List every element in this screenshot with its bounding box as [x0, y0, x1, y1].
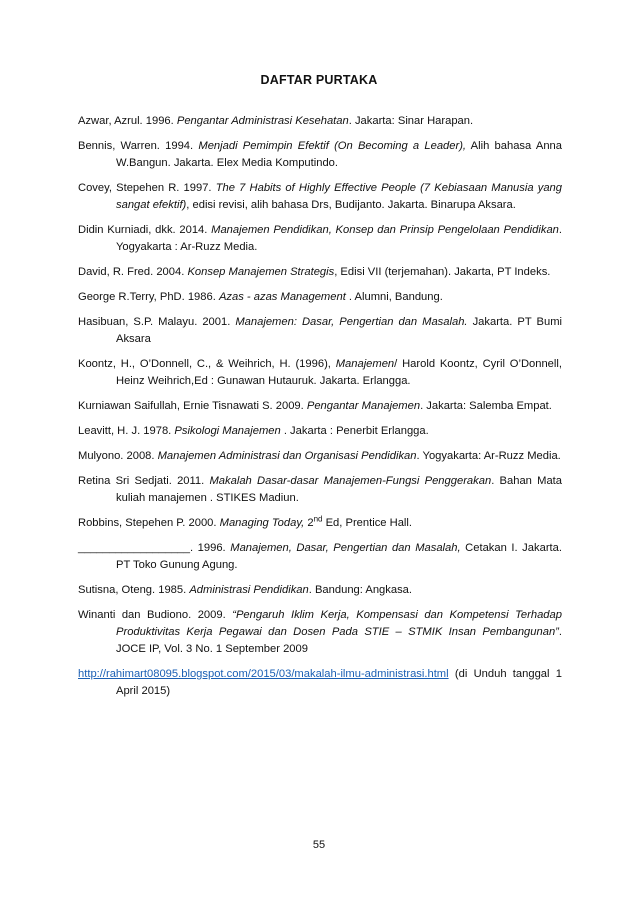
reference-text: 2 — [304, 517, 314, 529]
reference-item — [78, 515, 562, 532]
reference-title: Managing Today, — [219, 517, 305, 529]
reference-text: Robbins, Stepehen P. 2000. — [78, 517, 220, 529]
reference-item — [78, 473, 562, 507]
reference-text: Leavitt, H. J. 1978. — [78, 425, 175, 437]
reference-item — [78, 448, 562, 465]
reference-text: Azwar, Azrul. 1996. — [78, 115, 177, 127]
reference-item — [78, 113, 562, 130]
reference-title: Manajemen: Dasar, Pengertian dan Masalah. — [235, 316, 468, 328]
reference-text: Koontz, H., O’Donnell, C., & Weihrich, H. (1996), — [78, 358, 336, 370]
reference-text: . Bahan Mata kuliah manajemen . STIKES Madiun. — [116, 475, 563, 504]
reference-text: Mulyono. 2008. — [78, 450, 158, 462]
reference-text: . Jakarta: Sinar Harapan. — [348, 115, 474, 127]
reference-text: Bennis, Warren. 1994. — [78, 140, 199, 152]
reference-item — [78, 264, 562, 281]
reference-text: , Edisi VII (terjemahan). Jakarta, PT Indeks. — [334, 266, 551, 278]
reference-text: Alih bahasa Anna W.Bangun. Jakarta. Elex Media Komputindo. — [116, 140, 562, 169]
page-number: 55 — [312, 839, 326, 851]
reference-title: “Pengaruh Iklim Kerja, Kompensasi dan Kompetensi Terhadap Produktivitas Kerja Pegawai dan Dosen Pada STIE – STMIK Insan Pembangunan” — [116, 609, 562, 638]
reference-text: David, R. Fred. 2004. — [78, 266, 188, 278]
reference-link[interactable]: http://rahimart08095.blogspot.com/2015/03/makalah-ilmu-administrasi.html — [78, 668, 449, 680]
reference-item — [78, 356, 562, 390]
edition-superscript: nd — [313, 514, 323, 524]
reference-text: . Yogyakarta : Ar-Ruzz Media. — [116, 224, 562, 253]
reference-text: Winanti dan Budiono. 2009. — [78, 609, 233, 621]
reference-text: , edisi revisi, alih bahasa Drs, Budijanto. Jakarta. Binarupa Aksara. — [186, 199, 516, 211]
reference-item — [78, 398, 562, 415]
reference-title: Menjadi Pemimpin Efektif (On Becoming a Leader), — [198, 140, 467, 152]
reference-item — [78, 540, 562, 574]
reference-text: __________________. 1996. — [78, 542, 231, 554]
reference-text: / Harold Koontz, Cyril O’Donnell, Heinz Weihrich,Ed : Gunawan Hutauruk. Jakarta. Erlangga. — [116, 358, 562, 387]
reference-text: Retina Sri Sedjati. 2011. — [78, 475, 210, 487]
reference-text: Sutisna, Oteng. 1985. — [78, 584, 190, 596]
reference-text: Kurniawan Saifullah, Ernie Tisnawati S. 2009. — [78, 400, 307, 412]
reference-text: Covey, Stepehen R. 1997. — [78, 182, 216, 194]
reference-text: (di Unduh tanggal 1 April 2015) — [116, 668, 562, 697]
page-title: DAFTAR PURTAKA — [260, 73, 378, 87]
reference-title: Makalah Dasar-dasar Manajemen-Fungsi Penggerakan — [209, 475, 492, 487]
reference-text: Jakarta. PT Bumi Aksara — [116, 316, 563, 345]
reference-title: Pengantar Manajemen — [306, 400, 421, 412]
reference-text: . Bandung: Angkasa. — [308, 584, 413, 596]
reference-text: Hasibuan, S.P. Malayu. 2001. — [78, 316, 236, 328]
reference-item — [78, 582, 562, 599]
reference-text: Didin Kurniadi, dkk. 2014. — [78, 224, 212, 236]
reference-title: Manajemen — [335, 358, 395, 370]
reference-title: The 7 Habits of Highly Effective People (7 Kebiasaan Manusia yang sangat efektif) — [116, 182, 562, 211]
reference-text: Ed, Prentice Hall. — [322, 517, 413, 529]
reference-title: Manajemen Pendidikan, Konsep dan Prinsip Pengelolaan Pendidikan — [211, 224, 559, 236]
reference-list — [78, 113, 562, 708]
reference-item — [78, 180, 562, 214]
reference-title: Manajemen Administrasi dan Organisasi Pendidikan — [157, 450, 417, 462]
reference-text: . Alumni, Bandung. — [345, 291, 443, 303]
reference-item — [78, 289, 562, 306]
reference-title: Konsep Manajemen Strategis — [187, 266, 335, 278]
reference-item — [78, 607, 562, 658]
reference-item — [78, 222, 562, 256]
reference-title: Pengantar Administrasi Kesehatan — [176, 115, 349, 127]
reference-title: Psikologi Manajemen — [174, 425, 281, 437]
reference-title: Azas - azas Management — [218, 291, 346, 303]
reference-text: . Jakarta: Salemba Empat. — [420, 400, 552, 412]
reference-item — [78, 666, 562, 700]
reference-text: . JOCE IP, Vol. 3 No. 1 September 2009 — [116, 626, 562, 655]
reference-item — [78, 423, 562, 440]
reference-item — [78, 314, 562, 348]
reference-text: . Yogyakarta: Ar-Ruzz Media. — [416, 450, 561, 462]
reference-text: Cetakan I. Jakarta. PT Toko Gunung Agung. — [116, 542, 562, 571]
reference-text: . Jakarta : Penerbit Erlangga. — [280, 425, 429, 437]
reference-item — [78, 138, 562, 172]
reference-text: George R.Terry, PhD. 1986. — [78, 291, 219, 303]
reference-title: Manajemen, Dasar, Pengertian dan Masalah, — [230, 542, 461, 554]
reference-title: Administrasi Pendidikan — [189, 584, 309, 596]
